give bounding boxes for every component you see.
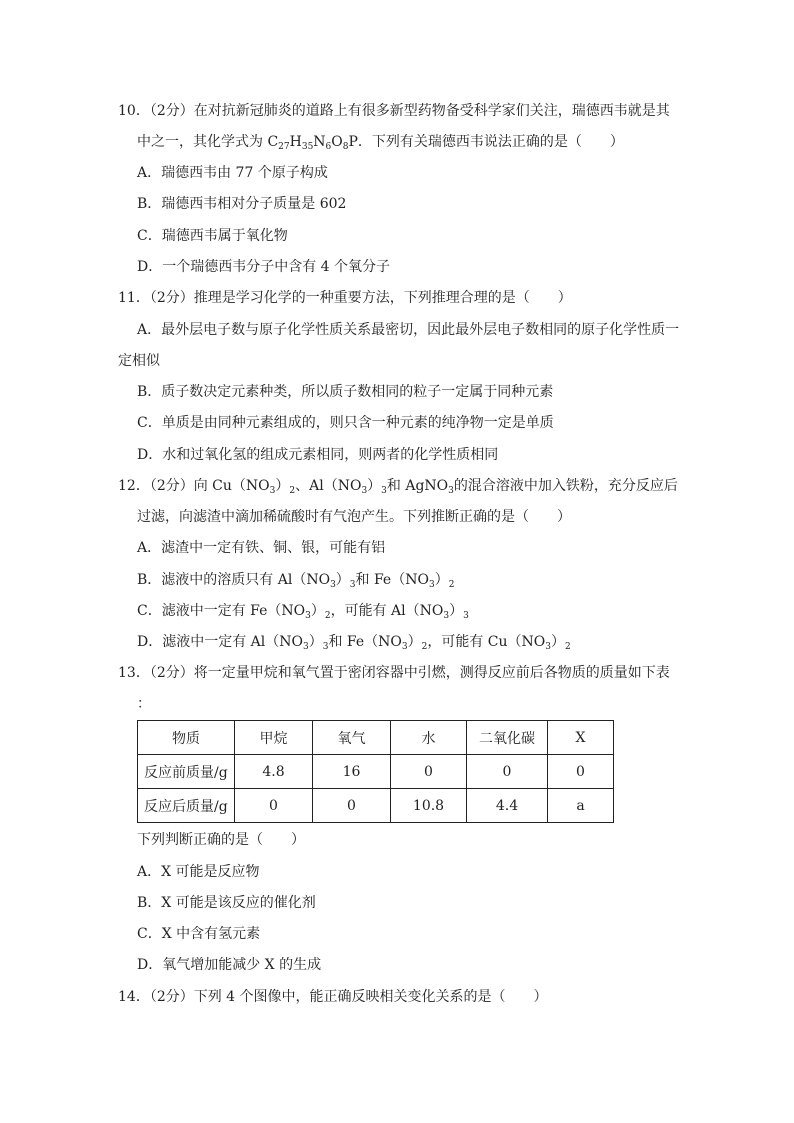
q11-option-a-line1: A．最外层电子数与原子化学性质关系最密切，因此最外层电子数相同的原子化学性质一 [137, 322, 680, 338]
q12-option-b: B．滤液中的溶质只有 $Al(NO_3)_3$和 $Fe(NO_3)_2$ [137, 572, 455, 590]
q11-stem: 11．（2分）推理是学习化学的一种重要方法，下列推理合理的是（ ） [118, 290, 572, 306]
q12-stem-line2: 过滤，向滤渣中滴加稀硫酸时有气泡产生。下列推断正确的是（ ） [137, 509, 571, 525]
q13-option-b: B．X 可能是该反应的催化剂 [137, 895, 316, 911]
q12-option-a: A．滤渣中一定有铁、铜、银，可能有铝 [137, 540, 386, 556]
table-header-cell: X [548, 721, 614, 755]
table-header-cell: 物质 [138, 721, 235, 755]
table-cell: 16 [313, 755, 391, 789]
q12-option-d: D．滤液中一定有 $Al(NO_3)_3$和 $Fe(NO_3)_2$，可能有 $Cu(NO_3)_2$ [137, 634, 571, 652]
q11-option-a-line2: 定相似 [118, 353, 160, 369]
table-cell: a [548, 789, 614, 823]
q13-option-c: C．X 中含有氢元素 [137, 926, 261, 942]
table-cell: 10.8 [391, 789, 467, 823]
table-header-cell: 甲烷 [235, 721, 313, 755]
q10-option-b: B．瑞德西韦相对分子质量是 602 [137, 196, 347, 212]
table-cell: 0 [313, 789, 391, 823]
table-cell: 0 [391, 755, 467, 789]
q13-stem-line1: 13．（2分）将一定量甲烷和氧气置于密闭容器中引燃，测得反应前后各物质的质量如下表 [118, 665, 670, 681]
q10-stem-line2: 中之一，其化学式为 $C_{27}H_{35}N_6O_8P$．下列有关瑞德西韦说法正确的是（ ） [137, 134, 624, 152]
table-cell: 反应前质量/g [138, 755, 235, 789]
q12-stem-line1: 12．（2分）向 $Cu(NO_3)_2$、$Al(NO_3)_3$和 AgNO$_3$的混合溶液中加入铁粉，充分反应后 [118, 478, 678, 496]
table-header-row [138, 721, 614, 755]
q11-option-d: D．水和过氧化氢的组成元素相同，则两者的化学性质相同 [137, 447, 499, 463]
q14-stem: 14．（2分）下列 4 个图像中，能正确反映相关变化关系的是（ ） [118, 989, 548, 1005]
table-cell: 反应后质量/g [138, 789, 235, 823]
q11-option-c: C．单质是由同种元素组成的，则只含一种元素的纯净物一定是单质 [137, 415, 554, 431]
table-cell: 4.8 [235, 755, 313, 789]
q10-option-c: C．瑞德西韦属于氧化物 [137, 228, 288, 244]
q11-option-b: B．质子数决定元素种类，所以质子数相同的粒子一定属于同种元素 [137, 384, 554, 400]
table-cell: 0 [467, 755, 548, 789]
table-cell: 0 [235, 789, 313, 823]
q12-option-c: C．滤液中一定有 $Fe(NO_3)_2$，可能有 $Al(NO_3)_3$ [137, 603, 469, 621]
q13-stem-line2: ： [137, 696, 151, 712]
table-cell: 0 [548, 755, 614, 789]
table-cell: 4.4 [467, 789, 548, 823]
q10-option-d: D．一个瑞德西韦分子中含有 4 个氧分子 [137, 259, 391, 275]
table-header-cell: 氧气 [313, 721, 391, 755]
q13-option-d: D．氧气增加能减少 X 的生成 [137, 957, 322, 973]
table-row [138, 789, 614, 823]
mass-table [137, 720, 614, 823]
table-row [138, 755, 614, 789]
q13-question: 下列判断正确的是（ ） [137, 832, 305, 848]
q10-stem-line1: 10．（2分）在对抗新冠肺炎的道路上有很多新型药物备受科学家们关注，瑞德西韦就是其 [118, 103, 670, 119]
q10-option-a: A．瑞德西韦由 77 个原子构成 [137, 165, 328, 181]
table-header-cell: 二氧化碳 [467, 721, 548, 755]
table-header-cell: 水 [391, 721, 467, 755]
q13-option-a: A．X 可能是反应物 [137, 864, 260, 880]
